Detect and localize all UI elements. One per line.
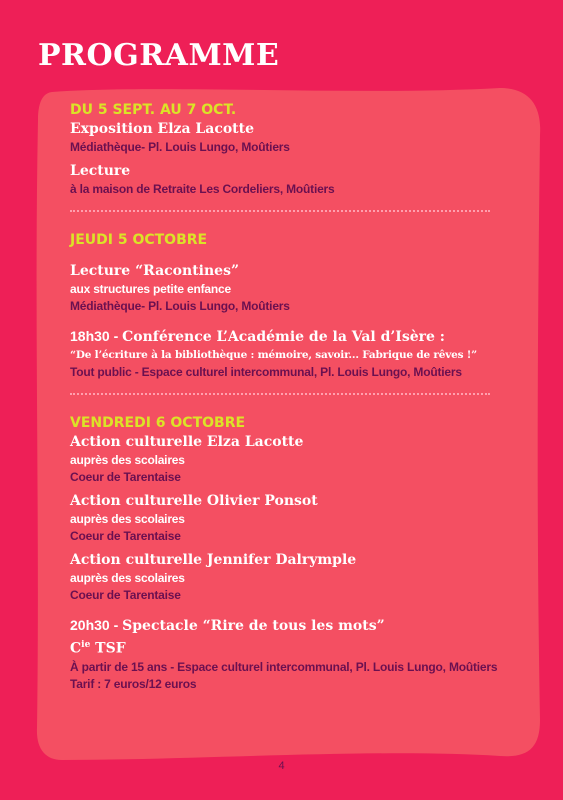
event-location: Coeur de Tarentaise (70, 470, 181, 484)
company-name: $C^{ie}$ TSF (70, 640, 126, 657)
event-location: Coeur de Tarentaise (70, 529, 181, 543)
event-subtitle: “De l’écriture à la bibliothèque : mémoire, savoir... Fabrique de rêves !” (70, 349, 477, 361)
program-block-sept-oct (70, 100, 540, 198)
event-title-text: Conférence L’Académie de la Val d’Isère : (122, 329, 445, 345)
event-audience: auprès des scolaires (70, 512, 185, 526)
event-time: 20h30 - (70, 617, 123, 633)
event-location: Médiathèque- Pl. Louis Lungo, Moûtiers (70, 299, 290, 313)
page-title: PROGRAMME (38, 38, 280, 73)
event-location: Tout public - Espace culturel intercommunal, Pl. Louis Lungo, Moûtiers (70, 365, 462, 379)
block-date: VENDREDI 6 OCTOBRE (70, 415, 246, 431)
event-title: Action culturelle Jennifer Dalrymple (70, 552, 357, 568)
event-audience: auprès des scolaires (70, 453, 185, 467)
block-date: JEUDI 5 OCTOBRE (70, 232, 208, 248)
page-number: 4 (278, 760, 285, 772)
program-block-vendredi (70, 413, 540, 693)
event-title: Lecture “Racontines” (70, 263, 240, 279)
event-title: Exposition Elza Lacotte (70, 121, 255, 137)
dotted-divider (70, 393, 490, 395)
event-location: à la maison de Retraite Les Cordeliers, Moûtiers (70, 182, 335, 196)
event-title-text: Spectacle “Rire de tous les mots” (122, 618, 385, 634)
event-location: À partir de 15 ans - Espace culturel intercommunal, Pl. Louis Lungo, Moûtiers (70, 659, 498, 674)
event-location: Coeur de Tarentaise (70, 588, 181, 602)
event-title: Lecture (70, 163, 131, 179)
event-title: Action culturelle Olivier Ponsot (70, 493, 318, 509)
program-block-jeudi (70, 230, 540, 381)
dotted-divider (70, 210, 490, 212)
event-title (70, 327, 540, 347)
block-date: DU 5 SEPT. AU 7 OCT. (70, 102, 237, 118)
event-audience: aux structures petite enfance (70, 282, 231, 296)
event-location: Médiathèque- Pl. Louis Lungo, Moûtiers (70, 140, 290, 154)
event-title: Action culturelle Elza Lacotte (70, 434, 304, 450)
event-title (70, 616, 540, 636)
event-audience: auprès des scolaires (70, 571, 185, 585)
event-time: 18h30 - (70, 328, 123, 344)
program-content (70, 100, 540, 693)
event-price: Tarif : 7 euros/12 euros (70, 676, 197, 691)
